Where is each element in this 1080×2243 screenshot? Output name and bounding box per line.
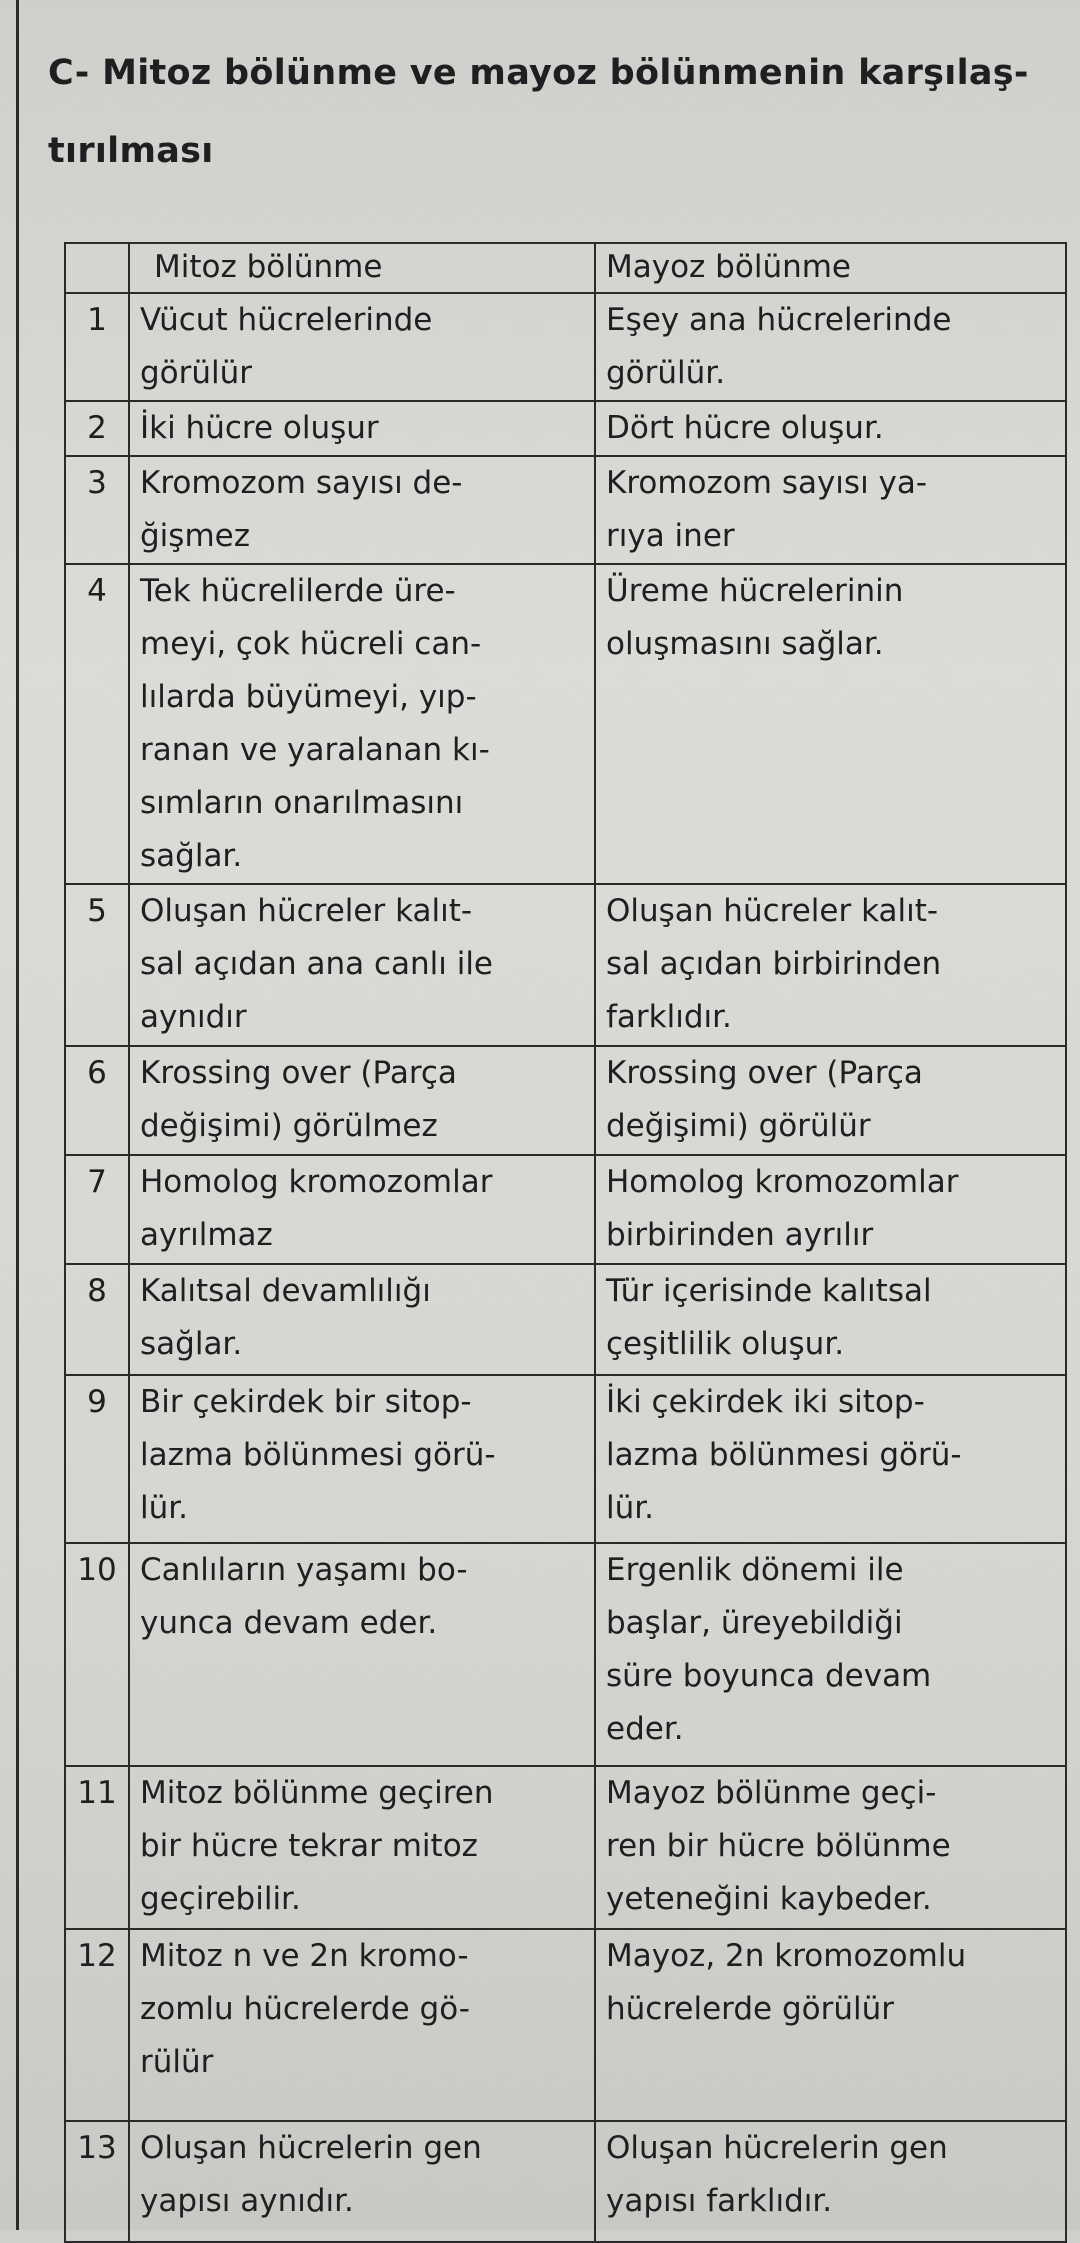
- mitoz-cell-line: Oluşan hücreler kalıt-: [140, 893, 473, 929]
- mitoz-cell-line: Canlıların yaşamı bo-: [140, 1552, 468, 1588]
- mayoz-cell: [595, 1766, 1066, 1929]
- mayoz-cell-line: değişimi) görülür: [606, 1108, 871, 1144]
- mitoz-cell-line: sağlar.: [140, 1326, 243, 1362]
- row-number: 6: [65, 1046, 129, 1155]
- mitoz-cell-line: Bir çekirdek bir sitop-: [140, 1384, 472, 1420]
- mitoz-cell-line: aynıdır: [140, 999, 247, 1035]
- mayoz-cell-line: lür.: [606, 1490, 655, 1526]
- mitoz-cell-line: geçirebilir.: [140, 1881, 301, 1917]
- title-line-1: C- Mitoz bölünme ve mayoz bölünmenin karşılaş-: [48, 53, 1029, 93]
- mayoz-cell-line: Oluşan hücrelerin gen: [606, 2130, 948, 2166]
- mayoz-cell-line: görülür.: [606, 355, 726, 391]
- mitoz-cell-line: görülür: [140, 355, 253, 391]
- comparison-table: [64, 242, 1067, 2243]
- margin-line: [16, 0, 19, 2230]
- mitoz-cell: [129, 564, 595, 884]
- table-row: [65, 293, 1066, 401]
- mayoz-cell-line: ren bir hücre bölünme: [606, 1828, 951, 1864]
- mitoz-cell: [129, 401, 595, 456]
- mitoz-cell-line: Oluşan hücrelerin gen: [140, 2130, 482, 2166]
- row-number: 11: [65, 1766, 129, 1929]
- mayoz-cell-line: eder.: [606, 1711, 684, 1747]
- mitoz-cell-line: Mitoz bölünme geçiren: [140, 1775, 494, 1811]
- mitoz-cell-line: meyi, çok hücreli can-: [140, 626, 482, 662]
- mitoz-cell-line: ayrılmaz: [140, 1217, 273, 1253]
- mayoz-cell-line: İki çekirdek iki sitop-: [606, 1384, 925, 1420]
- mayoz-cell-line: süre boyunca devam: [606, 1658, 932, 1694]
- table-row: [65, 1543, 1066, 1766]
- mayoz-cell: [595, 456, 1066, 564]
- mayoz-cell-line: farklıdır.: [606, 999, 732, 1035]
- mayoz-cell-line: lazma bölünmesi görü-: [606, 1437, 962, 1473]
- mayoz-cell-line: Kromozom sayısı ya-: [606, 465, 928, 501]
- mayoz-cell: [595, 884, 1066, 1046]
- mitoz-cell: [129, 1046, 595, 1155]
- mitoz-cell: [129, 1264, 595, 1375]
- mayoz-cell-line: Eşey ana hücrelerinde: [606, 302, 952, 338]
- mayoz-cell-line: yapısı farklıdır.: [606, 2183, 833, 2219]
- mitoz-cell-line: yunca devam eder.: [140, 1605, 438, 1641]
- mitoz-cell-line: sal açıdan ana canlı ile: [140, 946, 494, 982]
- mitoz-cell: [129, 456, 595, 564]
- mitoz-cell: [129, 1929, 595, 2121]
- mayoz-cell: [595, 1375, 1066, 1543]
- mitoz-cell: [129, 1543, 595, 1766]
- mayoz-cell: [595, 2121, 1066, 2242]
- mitoz-cell-line: Vücut hücrelerinde: [140, 302, 433, 338]
- mitoz-cell-line: lür.: [140, 1490, 189, 1526]
- row-number: 5: [65, 884, 129, 1046]
- mitoz-cell-line: Krossing over (Parça: [140, 1055, 457, 1091]
- table-row: [65, 884, 1066, 1046]
- table-body: [65, 293, 1066, 2242]
- mitoz-cell-line: Mitoz n ve 2n kromo-: [140, 1938, 469, 1974]
- mayoz-cell-line: Tür içerisinde kalıtsal: [606, 1273, 932, 1309]
- mitoz-cell-line: Kalıtsal devamlılığı: [140, 1273, 431, 1309]
- mitoz-cell: [129, 2121, 595, 2242]
- mayoz-cell-line: Üreme hücrelerinin: [606, 573, 904, 609]
- table-row: [65, 2121, 1066, 2242]
- mayoz-cell: [595, 401, 1066, 456]
- table-row: [65, 1046, 1066, 1155]
- mitoz-cell-line: zomlu hücrelerde gö-: [140, 1991, 470, 2027]
- mayoz-cell-line: Dört hücre oluşur.: [606, 410, 884, 446]
- row-number: 8: [65, 1264, 129, 1375]
- mayoz-cell-line: birbirinden ayrılır: [606, 1217, 874, 1253]
- mitoz-cell: [129, 1766, 595, 1929]
- mitoz-cell-line: lazma bölünmesi görü-: [140, 1437, 496, 1473]
- mitoz-cell: [129, 293, 595, 401]
- mayoz-cell-line: yeteneğini kaybeder.: [606, 1881, 932, 1917]
- row-number: 2: [65, 401, 129, 456]
- table-row: [65, 456, 1066, 564]
- mitoz-cell-line: yapısı aynıdır.: [140, 2183, 354, 2219]
- section-title: [48, 34, 1058, 190]
- mayoz-cell-line: Ergenlik dönemi ile: [606, 1552, 904, 1588]
- mitoz-cell-line: ğişmez: [140, 518, 250, 554]
- mitoz-cell-line: rülür: [140, 2044, 214, 2080]
- table-row: [65, 1929, 1066, 2121]
- mitoz-cell-line: lılarda büyümeyi, yıp-: [140, 679, 477, 715]
- mayoz-cell: [595, 1155, 1066, 1264]
- mitoz-cell: [129, 1375, 595, 1543]
- table-row: [65, 564, 1066, 884]
- header-mayoz: Mayoz bölünme: [595, 243, 1066, 293]
- mayoz-cell-line: Mayoz bölünme geçi-: [606, 1775, 937, 1811]
- row-number: 9: [65, 1375, 129, 1543]
- mitoz-cell-line: değişimi) görülmez: [140, 1108, 438, 1144]
- mayoz-cell: [595, 1046, 1066, 1155]
- mitoz-cell-line: bir hücre tekrar mitoz: [140, 1828, 478, 1864]
- row-number: 7: [65, 1155, 129, 1264]
- mayoz-cell-line: Mayoz, 2n kromozomlu: [606, 1938, 967, 1974]
- row-number: 1: [65, 293, 129, 401]
- mayoz-cell-line: Krossing over (Parça: [606, 1055, 923, 1091]
- mayoz-cell-line: rıya iner: [606, 518, 735, 554]
- table-row: [65, 1766, 1066, 1929]
- mayoz-cell-line: çeşitlilik oluşur.: [606, 1326, 845, 1362]
- mayoz-cell-line: oluşmasını sağlar.: [606, 626, 884, 662]
- row-number: 4: [65, 564, 129, 884]
- mayoz-cell: [595, 564, 1066, 884]
- header-mitoz: Mitoz bölünme: [129, 243, 595, 293]
- mayoz-cell: [595, 1264, 1066, 1375]
- mitoz-cell: [129, 1155, 595, 1264]
- mitoz-cell-line: ranan ve yaralanan kı-: [140, 732, 490, 768]
- mitoz-cell-line: sağlar.: [140, 838, 243, 874]
- row-number: 13: [65, 2121, 129, 2242]
- mayoz-cell: [595, 293, 1066, 401]
- row-number: 12: [65, 1929, 129, 2121]
- mayoz-cell-line: Oluşan hücreler kalıt-: [606, 893, 939, 929]
- table-header-row: [65, 243, 1066, 293]
- row-number: 3: [65, 456, 129, 564]
- mitoz-cell: [129, 884, 595, 1046]
- mayoz-cell-line: hücrelerde görülür: [606, 1991, 895, 2027]
- mitoz-cell-line: İki hücre oluşur: [140, 410, 379, 446]
- mayoz-cell: [595, 1929, 1066, 2121]
- mitoz-cell-line: Homolog kromozomlar: [140, 1164, 493, 1200]
- mayoz-cell-line: sal açıdan birbirinden: [606, 946, 942, 982]
- mayoz-cell: [595, 1543, 1066, 1766]
- table-row: [65, 401, 1066, 456]
- title-line-2: tırılması: [48, 131, 214, 171]
- row-number: 10: [65, 1543, 129, 1766]
- mitoz-cell-line: Kromozom sayısı de-: [140, 465, 463, 501]
- header-number: [65, 243, 129, 293]
- table-row: [65, 1375, 1066, 1543]
- table-row: [65, 1264, 1066, 1375]
- mitoz-cell-line: sımların onarılmasını: [140, 785, 464, 821]
- mitoz-cell-line: Tek hücrelilerde üre-: [140, 573, 456, 609]
- table-row: [65, 1155, 1066, 1264]
- mayoz-cell-line: başlar, üreyebildiği: [606, 1605, 903, 1641]
- mayoz-cell-line: Homolog kromozomlar: [606, 1164, 959, 1200]
